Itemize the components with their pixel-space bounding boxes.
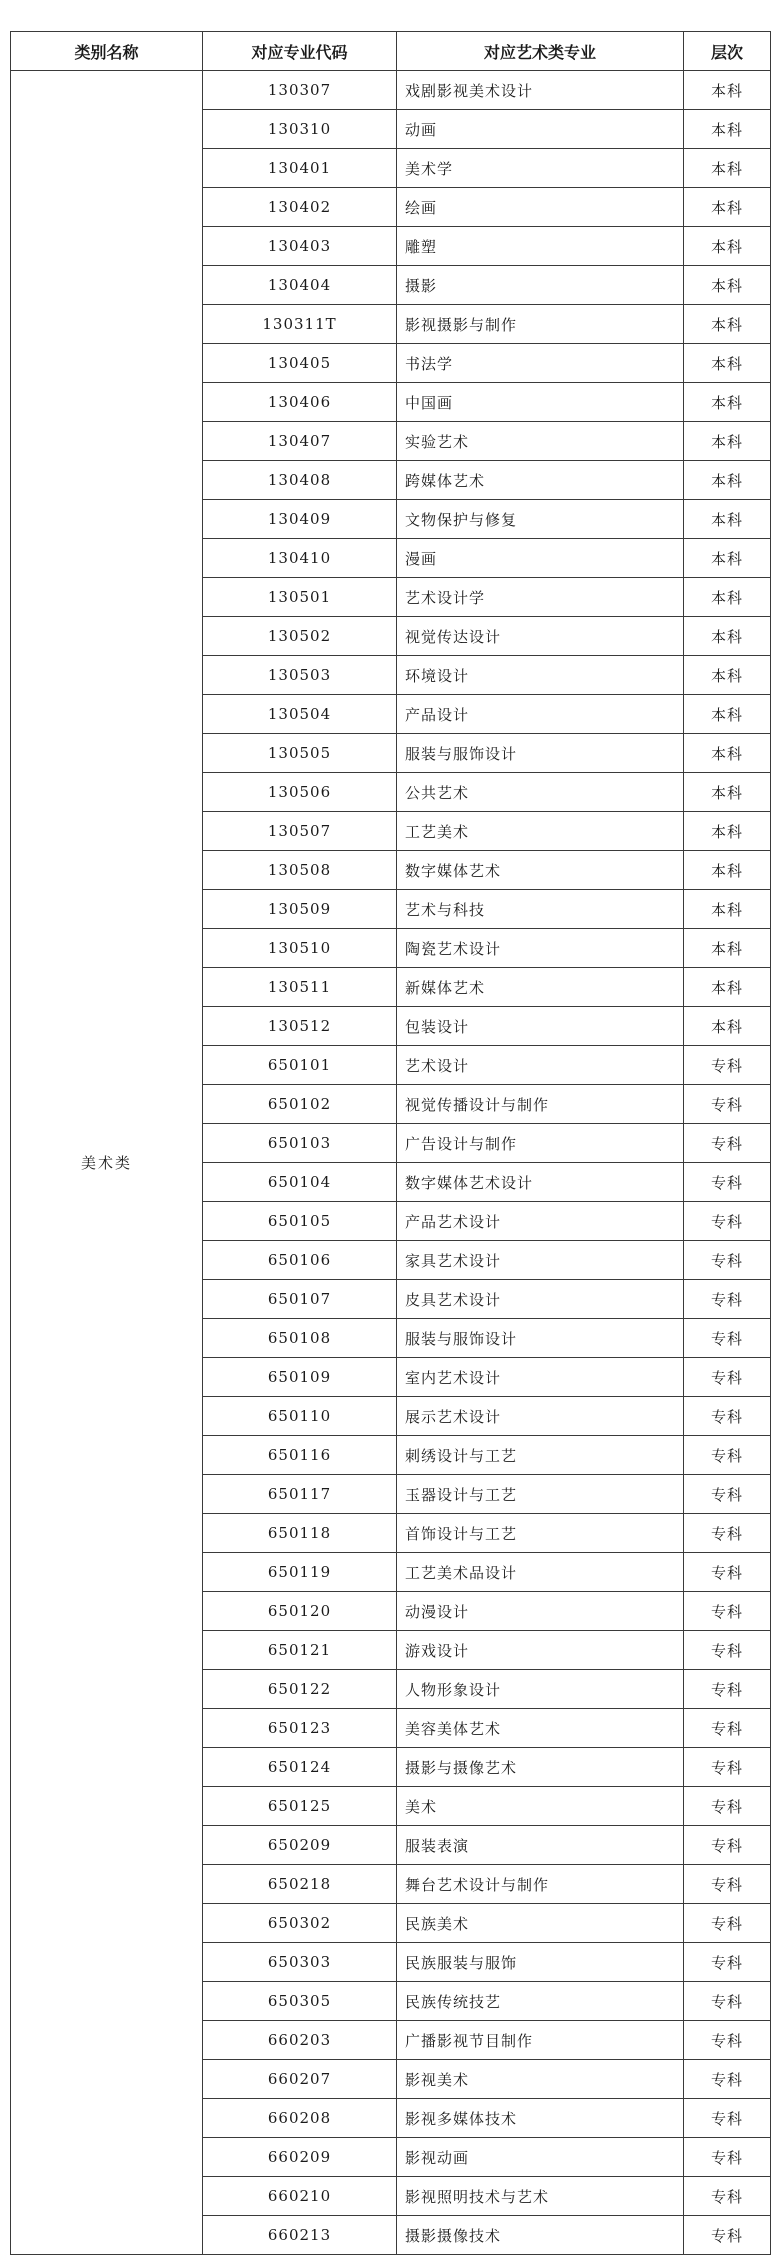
level-cell: 专科 [684,1982,771,2021]
code-cell: 650302 [203,1904,397,1943]
major-cell: 工艺美术 [397,812,684,851]
major-cell: 摄影摄像技术 [397,2216,684,2255]
level-cell: 专科 [684,1202,771,1241]
level-cell: 专科 [684,1826,771,1865]
major-cell: 影视多媒体技术 [397,2099,684,2138]
level-cell: 本科 [684,734,771,773]
major-cell: 美术学 [397,149,684,188]
level-cell: 专科 [684,1748,771,1787]
major-cell: 跨媒体艺术 [397,461,684,500]
code-cell: 130409 [203,500,397,539]
code-cell: 650109 [203,1358,397,1397]
level-cell: 专科 [684,2060,771,2099]
level-cell: 专科 [684,1085,771,1124]
code-cell: 650104 [203,1163,397,1202]
level-cell: 本科 [684,968,771,1007]
level-cell: 专科 [684,1514,771,1553]
code-cell: 130504 [203,695,397,734]
level-cell: 专科 [684,2138,771,2177]
code-cell: 650125 [203,1787,397,1826]
level-cell: 专科 [684,1787,771,1826]
major-cell: 首饰设计与工艺 [397,1514,684,1553]
level-cell: 专科 [684,2216,771,2255]
code-cell: 650303 [203,1943,397,1982]
code-cell: 660203 [203,2021,397,2060]
code-cell: 650117 [203,1475,397,1514]
major-cell: 摄影与摄像艺术 [397,1748,684,1787]
level-cell: 专科 [684,1865,771,1904]
level-cell: 本科 [684,773,771,812]
code-cell: 130406 [203,383,397,422]
major-cell: 美术 [397,1787,684,1826]
code-cell: 130512 [203,1007,397,1046]
major-cell: 漫画 [397,539,684,578]
level-cell: 本科 [684,266,771,305]
level-cell: 本科 [684,188,771,227]
code-cell: 650103 [203,1124,397,1163]
code-cell: 130508 [203,851,397,890]
level-cell: 本科 [684,149,771,188]
level-cell: 专科 [684,1904,771,1943]
major-cell: 人物形象设计 [397,1670,684,1709]
level-cell: 本科 [684,305,771,344]
level-cell: 本科 [684,890,771,929]
level-cell: 本科 [684,539,771,578]
level-cell: 专科 [684,1670,771,1709]
level-cell: 专科 [684,1709,771,1748]
level-cell: 本科 [684,617,771,656]
code-cell: 130410 [203,539,397,578]
code-cell: 650105 [203,1202,397,1241]
level-cell: 本科 [684,344,771,383]
major-cell: 广播影视节目制作 [397,2021,684,2060]
code-cell: 650108 [203,1319,397,1358]
major-cell: 艺术设计学 [397,578,684,617]
major-cell: 影视照明技术与艺术 [397,2177,684,2216]
level-cell: 专科 [684,1163,771,1202]
major-cell: 工艺美术品设计 [397,1553,684,1592]
code-cell: 660209 [203,2138,397,2177]
major-cell: 广告设计与制作 [397,1124,684,1163]
major-cell: 绘画 [397,188,684,227]
major-cell: 美容美体艺术 [397,1709,684,1748]
majors-table [10,31,771,2255]
level-cell: 专科 [684,1943,771,1982]
level-cell: 专科 [684,1124,771,1163]
major-cell: 实验艺术 [397,422,684,461]
major-cell: 服装与服饰设计 [397,734,684,773]
code-cell: 130502 [203,617,397,656]
level-cell: 专科 [684,1592,771,1631]
major-cell: 包装设计 [397,1007,684,1046]
category-cell: 美术类 [11,71,203,2255]
level-cell: 专科 [684,1280,771,1319]
code-cell: 650124 [203,1748,397,1787]
code-cell: 130408 [203,461,397,500]
code-cell: 130509 [203,890,397,929]
major-cell: 文物保护与修复 [397,500,684,539]
code-cell: 650218 [203,1865,397,1904]
major-cell: 环境设计 [397,656,684,695]
header-level: 层次 [684,32,771,71]
code-cell: 650122 [203,1670,397,1709]
level-cell: 专科 [684,1475,771,1514]
code-cell: 650120 [203,1592,397,1631]
level-cell: 本科 [684,656,771,695]
major-cell: 雕塑 [397,227,684,266]
code-cell: 130511 [203,968,397,1007]
code-cell: 130404 [203,266,397,305]
major-cell: 家具艺术设计 [397,1241,684,1280]
code-cell: 650121 [203,1631,397,1670]
level-cell: 专科 [684,1358,771,1397]
level-cell: 本科 [684,695,771,734]
table-row [11,71,771,110]
code-cell: 130310 [203,110,397,149]
major-cell: 书法学 [397,344,684,383]
major-cell: 艺术设计 [397,1046,684,1085]
code-cell: 650123 [203,1709,397,1748]
code-cell: 130407 [203,422,397,461]
major-cell: 民族美术 [397,1904,684,1943]
major-cell: 数字媒体艺术设计 [397,1163,684,1202]
level-cell: 专科 [684,2021,771,2060]
major-cell: 动画 [397,110,684,149]
level-cell: 专科 [684,1241,771,1280]
major-cell: 室内艺术设计 [397,1358,684,1397]
major-cell: 影视美术 [397,2060,684,2099]
code-cell: 130510 [203,929,397,968]
level-cell: 专科 [684,1319,771,1358]
level-cell: 本科 [684,1007,771,1046]
level-cell: 专科 [684,2177,771,2216]
level-cell: 本科 [684,929,771,968]
code-cell: 660213 [203,2216,397,2255]
code-cell: 650101 [203,1046,397,1085]
major-cell: 中国画 [397,383,684,422]
major-cell: 民族服装与服饰 [397,1943,684,1982]
level-cell: 专科 [684,1631,771,1670]
major-cell: 数字媒体艺术 [397,851,684,890]
level-cell: 本科 [684,383,771,422]
major-cell: 动漫设计 [397,1592,684,1631]
major-cell: 艺术与科技 [397,890,684,929]
major-cell: 影视动画 [397,2138,684,2177]
major-cell: 视觉传播设计与制作 [397,1085,684,1124]
major-cell: 新媒体艺术 [397,968,684,1007]
code-cell: 650209 [203,1826,397,1865]
level-cell: 本科 [684,461,771,500]
code-cell: 130403 [203,227,397,266]
code-cell: 660207 [203,2060,397,2099]
level-cell: 本科 [684,500,771,539]
major-cell: 玉器设计与工艺 [397,1475,684,1514]
major-cell: 摄影 [397,266,684,305]
major-cell: 产品设计 [397,695,684,734]
major-cell: 产品艺术设计 [397,1202,684,1241]
major-cell: 公共艺术 [397,773,684,812]
code-cell: 660208 [203,2099,397,2138]
major-cell: 展示艺术设计 [397,1397,684,1436]
code-cell: 650116 [203,1436,397,1475]
header-category: 类别名称 [11,32,203,71]
code-cell: 650305 [203,1982,397,2021]
code-cell: 130505 [203,734,397,773]
code-cell: 130307 [203,71,397,110]
major-cell: 服装与服饰设计 [397,1319,684,1358]
major-cell: 舞台艺术设计与制作 [397,1865,684,1904]
level-cell: 专科 [684,2099,771,2138]
code-cell: 650107 [203,1280,397,1319]
code-cell: 130503 [203,656,397,695]
major-cell: 视觉传达设计 [397,617,684,656]
code-cell: 130506 [203,773,397,812]
header-code: 对应专业代码 [203,32,397,71]
major-cell: 服装表演 [397,1826,684,1865]
code-cell: 650102 [203,1085,397,1124]
header-major: 对应艺术类专业 [397,32,684,71]
code-cell: 130401 [203,149,397,188]
code-cell: 130402 [203,188,397,227]
code-cell: 130507 [203,812,397,851]
level-cell: 专科 [684,1046,771,1085]
code-cell: 650119 [203,1553,397,1592]
code-cell: 660210 [203,2177,397,2216]
major-cell: 陶瓷艺术设计 [397,929,684,968]
level-cell: 本科 [684,227,771,266]
level-cell: 专科 [684,1553,771,1592]
level-cell: 本科 [684,71,771,110]
code-cell: 650106 [203,1241,397,1280]
major-cell: 皮具艺术设计 [397,1280,684,1319]
level-cell: 本科 [684,851,771,890]
level-cell: 专科 [684,1436,771,1475]
level-cell: 本科 [684,578,771,617]
major-cell: 影视摄影与制作 [397,305,684,344]
code-cell: 130405 [203,344,397,383]
major-cell: 游戏设计 [397,1631,684,1670]
major-cell: 戏剧影视美术设计 [397,71,684,110]
code-cell: 650110 [203,1397,397,1436]
code-cell: 130501 [203,578,397,617]
level-cell: 本科 [684,812,771,851]
major-cell: 民族传统技艺 [397,1982,684,2021]
level-cell: 专科 [684,1397,771,1436]
code-cell: 650118 [203,1514,397,1553]
level-cell: 本科 [684,110,771,149]
major-cell: 刺绣设计与工艺 [397,1436,684,1475]
code-cell: 130311T [203,305,397,344]
level-cell: 本科 [684,422,771,461]
table-header-row [11,32,771,71]
